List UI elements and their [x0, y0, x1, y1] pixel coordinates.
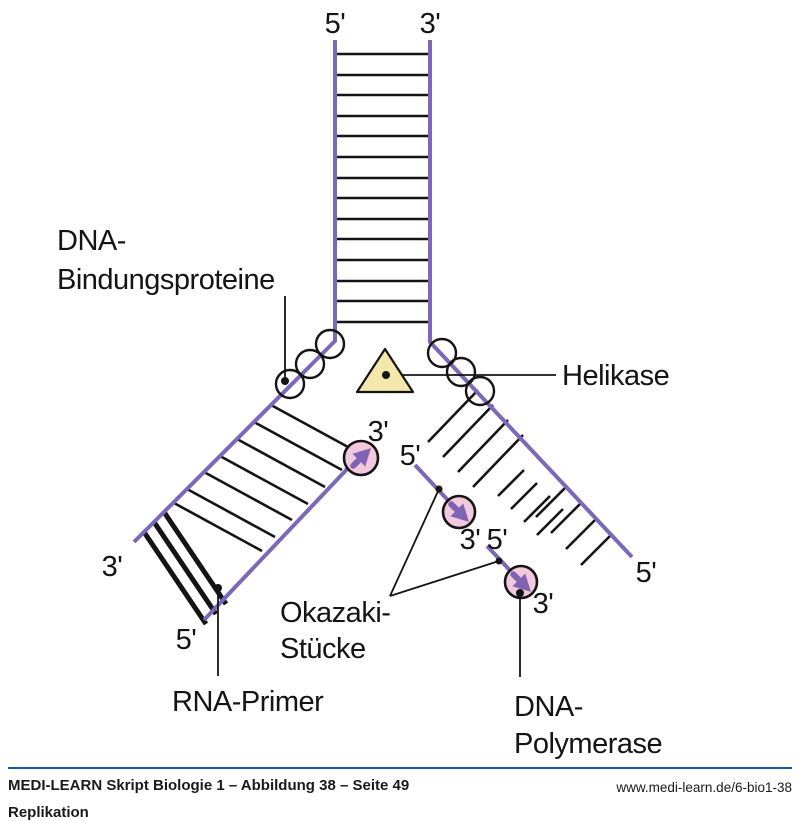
- base-pair-rung: [204, 472, 292, 520]
- label-okazaki2-3prime: 3': [532, 588, 554, 620]
- label-okazaki-1: Okazaki-: [280, 597, 391, 629]
- label-okazaki1-3prime: 3': [459, 524, 481, 556]
- label-dna-binding-1: DNA-: [57, 225, 126, 257]
- okazaki-pointer-line-2: [390, 561, 499, 596]
- label-rna-primer: RNA-Primer: [172, 686, 324, 718]
- label-right-bottom-5prime: 5': [635, 557, 657, 589]
- label-helicase: Helikase: [562, 360, 670, 392]
- label-top-right-3prime: 3': [419, 8, 441, 40]
- base-pair-rung: [581, 535, 611, 565]
- binding-protein-pointer-dot: [281, 377, 289, 385]
- rna-primer-strand: [154, 522, 216, 614]
- okazaki-pointer-dot-1: [436, 486, 443, 493]
- base-pair-rung: [237, 439, 325, 487]
- base-pair-rung: [566, 519, 596, 549]
- base-pair-rung: [271, 405, 359, 453]
- base-pair-rung: [458, 420, 508, 472]
- base-pair-rung: [187, 489, 275, 537]
- footer-caption: [8, 769, 409, 820]
- template-strand-right: [430, 40, 632, 557]
- label-okazaki1-5prime: 5': [399, 440, 421, 472]
- okazaki-pointer-dot-2: [496, 558, 503, 565]
- rna-primer-strand: [144, 532, 206, 624]
- label-left-bottom-3prime: 3': [101, 551, 123, 583]
- binding-protein-icon: [466, 377, 494, 405]
- label-leading-3prime: 3': [367, 416, 389, 448]
- base-pair-rung: [428, 390, 478, 442]
- base-pair-rung: [511, 483, 537, 509]
- label-dna-polymerase-1: DNA-: [514, 691, 583, 723]
- helicase-pointer-dot: [382, 371, 390, 379]
- label-dna-binding-2: Bindungsproteine: [57, 264, 275, 296]
- label-okazaki-2: Stücke: [280, 633, 366, 665]
- okazaki-pointer-line-1: [390, 489, 439, 596]
- label-okazaki2-5prime: 5': [486, 524, 508, 556]
- label-top-left-5prime: 5': [324, 8, 346, 40]
- parent-dna-base-pairs: [337, 54, 428, 322]
- base-pair-rung: [254, 422, 342, 470]
- right-arm-base-pairs: [428, 390, 611, 565]
- footer-caption-line1: MEDI-LEARN Skript Biologie 1 – Abbildung 38 – Seite 49: [8, 777, 410, 794]
- label-dna-polymerase-2: Polymerase: [514, 728, 663, 760]
- label-left-bottom-5prime: 5': [175, 624, 197, 656]
- base-pair-rung: [498, 470, 524, 496]
- base-pair-rung: [443, 405, 493, 457]
- footer-url: www.medi-learn.de/6-bio1-38: [616, 780, 792, 795]
- base-pair-rung: [536, 487, 566, 517]
- helicase-icon: [357, 349, 413, 392]
- base-pair-rung: [220, 456, 308, 504]
- footer: [8, 767, 792, 820]
- footer-caption-line2: Replikation: [8, 804, 89, 821]
- base-pair-rung: [524, 496, 550, 522]
- left-arm-base-pairs: [174, 405, 359, 551]
